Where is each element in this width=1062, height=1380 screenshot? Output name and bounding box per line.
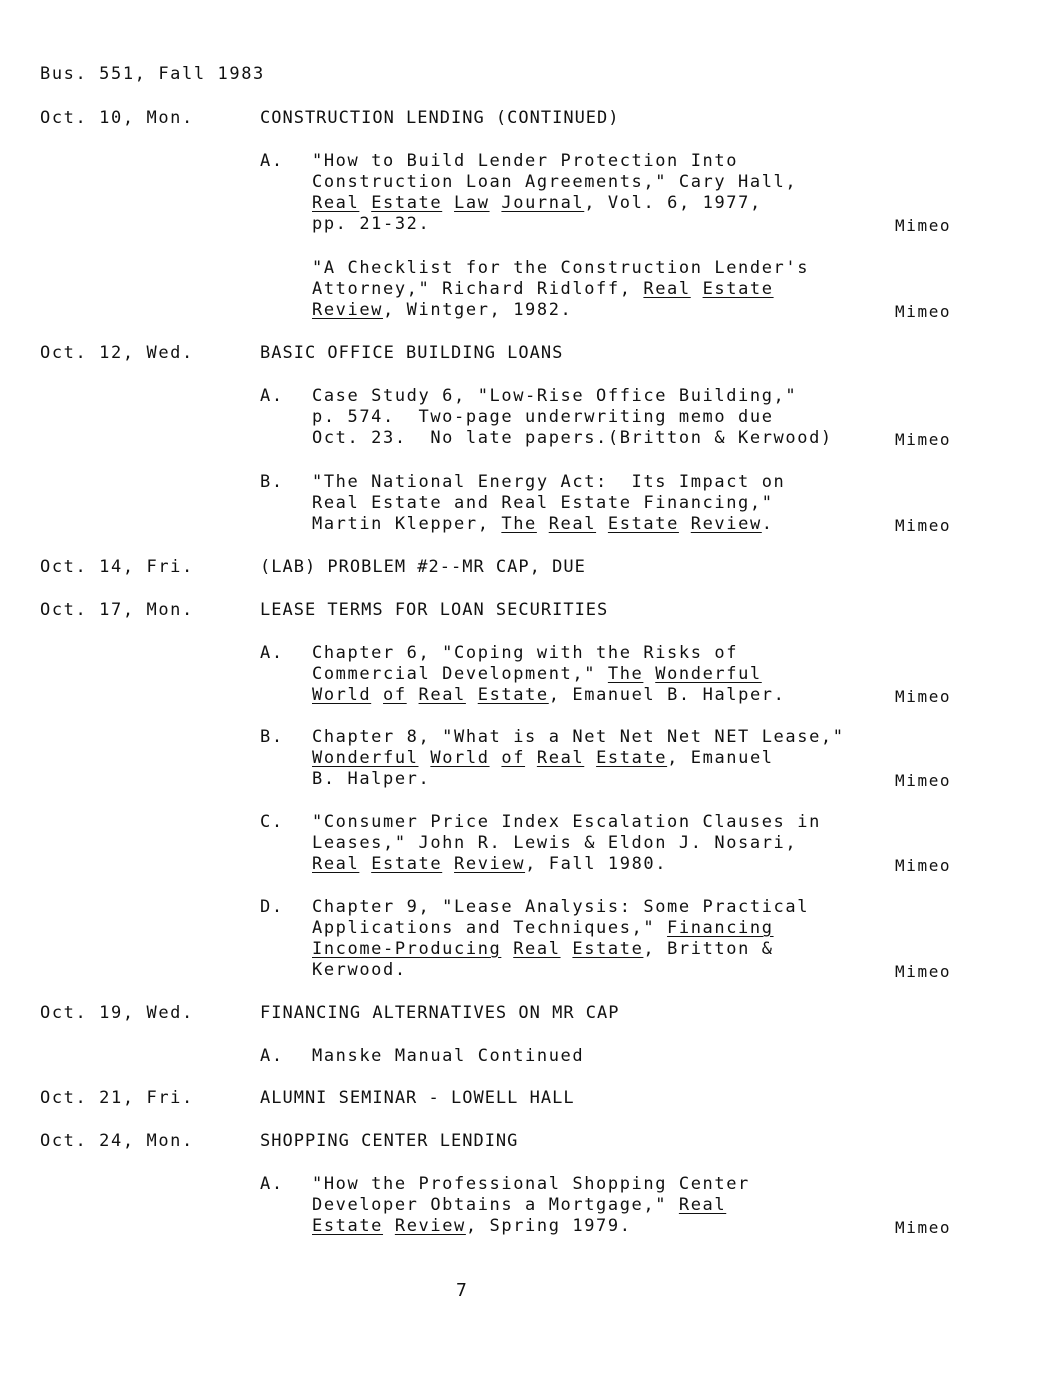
item-citation [312, 472, 912, 535]
citation-line: Wonderful World of Real Estate, Emanuel [312, 748, 774, 768]
entry-topic: CONSTRUCTION LENDING (CONTINUED) [260, 108, 620, 128]
page-number: 7 [456, 1280, 467, 1301]
citation-line: Real Estate and Real Estate Financing," [312, 493, 774, 513]
availability-note: Mimeo [895, 771, 952, 790]
citation-line: Attorney," Richard Ridloff, Real Estate [312, 279, 774, 299]
item-citation [312, 727, 912, 790]
item-letter: B. [260, 472, 284, 492]
citation-line: World of Real Estate, Emanuel B. Halper. [312, 685, 786, 705]
item-citation [312, 812, 912, 875]
entry-topic: ALUMNI SEMINAR - LOWELL HALL [260, 1088, 575, 1108]
citation-line: "How the Professional Shopping Center [312, 1174, 750, 1194]
entry-date: Oct. 24, Mon. [40, 1131, 194, 1151]
citation-line: Manske Manual Continued [312, 1046, 585, 1066]
entry-topic: LEASE TERMS FOR LOAN SECURITIES [260, 600, 609, 620]
item-letter: B. [260, 727, 284, 747]
citation-line: "How to Build Lender Protection Into [312, 151, 739, 171]
entry-date: Oct. 21, Fri. [40, 1088, 194, 1108]
citation-line: Chapter 6, "Coping with the Risks of [312, 643, 739, 663]
citation-line: Kerwood. [312, 960, 407, 980]
citation-line: Oct. 23. No late papers.(Britton & Kerwood) [312, 428, 833, 448]
availability-note: Mimeo [895, 516, 952, 535]
citation-line: Construction Loan Agreements," Cary Hall, [312, 172, 798, 192]
availability-note: Mimeo [895, 962, 952, 981]
availability-note: Mimeo [895, 302, 952, 321]
citation-line: "The National Energy Act: Its Impact on [312, 472, 786, 492]
item-letter: A. [260, 151, 284, 171]
course-header: Bus. 551, Fall 1983 [40, 64, 265, 84]
availability-note: Mimeo [895, 856, 952, 875]
citation-line: "A Checklist for the Construction Lender's [312, 258, 810, 278]
citation-line: Applications and Techniques," Financing [312, 918, 774, 938]
item-citation [312, 386, 912, 449]
citation-line: Chapter 8, "What is a Net Net Net NET Lease," [312, 727, 845, 747]
item-citation [312, 151, 912, 235]
availability-note: Mimeo [895, 687, 952, 706]
item-letter: A. [260, 643, 284, 663]
citation-line: "Consumer Price Index Escalation Clauses in [312, 812, 821, 832]
entry-date: Oct. 14, Fri. [40, 557, 194, 577]
entry-date: Oct. 19, Wed. [40, 1003, 194, 1023]
entry-date: Oct. 10, Mon. [40, 108, 194, 128]
citation-line: Developer Obtains a Mortgage," Real [312, 1195, 727, 1215]
item-letter: D. [260, 897, 284, 917]
citation-line: Commercial Development," The Wonderful [312, 664, 762, 684]
entry-date: Oct. 17, Mon. [40, 600, 194, 620]
availability-note: Mimeo [895, 216, 952, 235]
item-letter: A. [260, 386, 284, 406]
entry-topic: (LAB) PROBLEM #2--MR CAP, DUE [260, 557, 586, 577]
entry-topic: FINANCING ALTERNATIVES ON MR CAP [260, 1003, 620, 1023]
citation-line: Real Estate Law Journal, Vol. 6, 1977, [312, 193, 762, 213]
availability-note: Mimeo [895, 1218, 952, 1237]
item-letter: A. [260, 1046, 284, 1066]
availability-note: Mimeo [895, 430, 952, 449]
item-citation [312, 1174, 912, 1237]
item-letter: A. [260, 1174, 284, 1194]
entry-topic: SHOPPING CENTER LENDING [260, 1131, 519, 1151]
entry-date: Oct. 12, Wed. [40, 343, 194, 363]
item-citation [312, 643, 912, 706]
item-letter: C. [260, 812, 284, 832]
item-citation [312, 897, 912, 981]
citation-line: Martin Klepper, The Real Estate Review. [312, 514, 774, 534]
citation-line: Review, Wintger, 1982. [312, 300, 573, 320]
citation-line: Chapter 9, "Lease Analysis: Some Practical [312, 897, 810, 917]
entry-topic: BASIC OFFICE BUILDING LOANS [260, 343, 564, 363]
citation-line: p. 574. Two-page underwriting memo due [312, 407, 774, 427]
citation-line: Real Estate Review, Fall 1980. [312, 854, 668, 874]
citation-line: Estate Review, Spring 1979. [312, 1216, 632, 1236]
item-citation [312, 1046, 912, 1067]
citation-line: Income-Producing Real Estate, Britton & [312, 939, 774, 959]
citation-line: Leases," John R. Lewis & Eldon J. Nosari, [312, 833, 798, 853]
citation-line: B. Halper. [312, 769, 431, 789]
citation-line: pp. 21-32. [312, 214, 431, 234]
citation-line: Case Study 6, "Low-Rise Office Building," [312, 386, 798, 406]
item-citation [312, 258, 912, 321]
